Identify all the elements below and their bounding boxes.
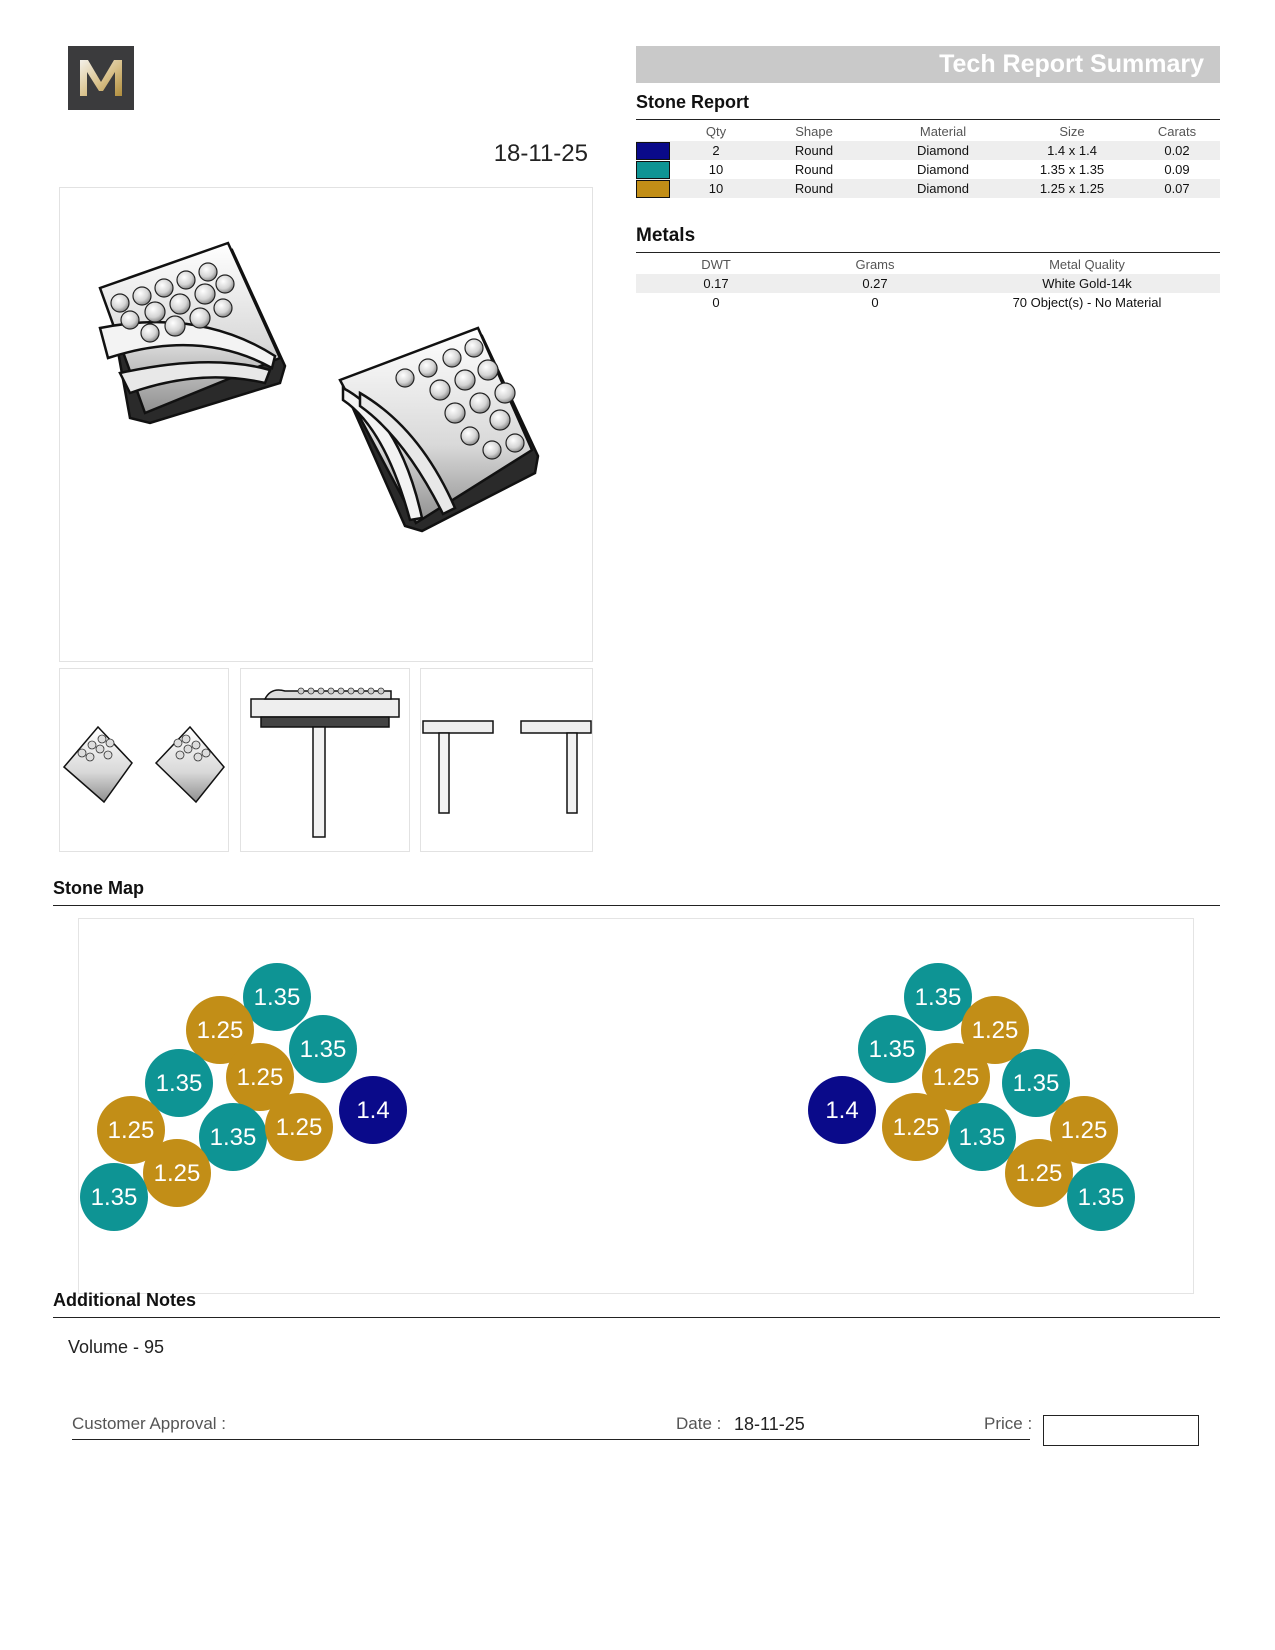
stone-map-stone <box>289 1015 357 1083</box>
earring-pair-illustration <box>60 188 592 661</box>
metal-dwt: 0 <box>712 295 720 310</box>
table-row <box>636 179 1220 198</box>
stone-map-rule <box>53 905 1220 906</box>
stone-size-label: 1.35 <box>299 1036 347 1063</box>
stone-material: Diamond <box>876 141 1010 160</box>
stone-size-label: 1.35 <box>1012 1070 1060 1097</box>
stone-map-stone <box>143 1139 211 1207</box>
stone-map-stone <box>265 1093 333 1161</box>
stone-qty: 10 <box>708 162 724 177</box>
stone-size-label: 1.35 <box>1077 1184 1125 1211</box>
stone-size-label: 1.35 <box>155 1070 203 1097</box>
color-swatch <box>636 161 670 179</box>
stone-size-label: 1.35 <box>253 984 301 1011</box>
thumbnail-front-view <box>59 668 229 852</box>
stone-carats: 0.07 <box>1134 179 1220 198</box>
metal-dwt: 0.17 <box>636 274 796 293</box>
approval-date-value: 18-11-25 <box>734 1414 805 1434</box>
color-swatch <box>636 142 670 160</box>
stone-size-label: 1.25 <box>196 1017 244 1044</box>
stone-size: 1.25 x 1.25 <box>1010 179 1134 198</box>
stone-map-stone <box>199 1103 267 1171</box>
stone-map-panel <box>78 918 1194 1294</box>
stone-carats: 0.09 <box>1164 162 1190 177</box>
tech-report-banner <box>636 46 1220 83</box>
table-row <box>636 274 1220 293</box>
price-label: Price : <box>984 1414 1033 1433</box>
stone-map-title: Stone Map <box>53 878 145 898</box>
stone-map-stone <box>808 1076 876 1144</box>
col-size: Size <box>1059 124 1085 139</box>
stone-size-label: 1.25 <box>971 1017 1019 1044</box>
stone-report-rule <box>636 119 1220 120</box>
thumbnail-profile-view <box>420 668 593 852</box>
table-row <box>636 160 1220 179</box>
stone-size-label: 1.25 <box>236 1064 284 1091</box>
col-material: Material <box>919 124 967 139</box>
metal-quality: 70 Object(s) - No Material <box>1012 295 1162 310</box>
volume-note: Volume - 95 <box>68 1337 165 1357</box>
stone-map-stone <box>948 1103 1016 1171</box>
additional-notes-title: Additional Notes <box>53 1290 196 1310</box>
stone-material: Diamond <box>916 162 970 177</box>
table-row <box>636 141 1220 160</box>
stone-size-label: 1.35 <box>914 984 962 1011</box>
stone-size-label: 1.4 <box>356 1097 390 1124</box>
col-qty: Qty <box>705 124 727 139</box>
banner-title: Tech Report Summary <box>939 50 1204 78</box>
stone-size-label: 1.4 <box>825 1097 859 1124</box>
table-row <box>636 293 1220 312</box>
stone-map-stone <box>1067 1163 1135 1231</box>
approval-signature-line <box>72 1439 1030 1440</box>
metals-table <box>636 255 1220 312</box>
stone-report-title: Stone Report <box>636 92 750 112</box>
col-grams: Grams <box>855 257 895 272</box>
stone-material: Diamond <box>876 179 1010 198</box>
stone-size-label: 1.25 <box>107 1117 155 1144</box>
stone-qty: 2 <box>680 141 752 160</box>
report-date: 18-11-25 <box>493 140 588 167</box>
stone-carats: 0.02 <box>1134 141 1220 160</box>
stone-size-label: 1.25 <box>932 1064 980 1091</box>
stone-size: 1.35 x 1.35 <box>1039 162 1105 177</box>
col-dwt: DWT <box>701 257 731 272</box>
col-metal-quality: Metal Quality <box>1049 257 1125 272</box>
color-swatch <box>636 180 670 198</box>
metal-quality: White Gold-14k <box>954 274 1220 293</box>
metals-title: Metals <box>636 225 696 246</box>
col-shape: Shape <box>795 124 833 139</box>
stone-report-header-row <box>636 122 1220 141</box>
stone-map-stone <box>904 963 972 1031</box>
stone-size-label: 1.35 <box>209 1124 257 1151</box>
stone-size-label: 1.25 <box>1015 1160 1063 1187</box>
thumbnail-side-view <box>240 668 410 852</box>
metal-grams: 0 <box>871 295 879 310</box>
stone-shape: Round <box>752 141 876 160</box>
stone-qty: 10 <box>680 179 752 198</box>
stone-map-stone <box>1005 1139 1073 1207</box>
stone-size-label: 1.25 <box>275 1114 323 1141</box>
stone-size-label: 1.35 <box>958 1124 1006 1151</box>
customer-approval-label: Customer Approval : <box>72 1414 227 1433</box>
stone-shape: Round <box>794 162 834 177</box>
logo-m-icon <box>68 46 134 110</box>
stone-size-label: 1.35 <box>868 1036 916 1063</box>
stone-map-stone <box>80 1163 148 1231</box>
col-carats: Carats <box>1157 124 1197 139</box>
front-view-illustration <box>60 669 228 851</box>
metals-rule <box>636 252 1220 253</box>
profile-view-illustration <box>421 669 592 851</box>
stone-map-diagram <box>79 919 1193 1293</box>
stone-map-stone <box>243 963 311 1031</box>
stone-size-label: 1.35 <box>90 1184 138 1211</box>
additional-notes-rule <box>53 1317 1220 1318</box>
stone-size-label: 1.25 <box>892 1114 940 1141</box>
col-swatch <box>636 122 680 141</box>
metals-header-row <box>636 255 1220 274</box>
stone-size-label: 1.25 <box>1060 1117 1108 1144</box>
company-logo <box>68 46 134 110</box>
date-label: Date : <box>676 1414 722 1433</box>
metal-grams: 0.27 <box>796 274 954 293</box>
price-input-box[interactable] <box>1043 1415 1199 1446</box>
main-render-image <box>59 187 593 662</box>
stone-size: 1.4 x 1.4 <box>1010 141 1134 160</box>
stone-shape: Round <box>752 179 876 198</box>
stone-map-stone <box>882 1093 950 1161</box>
stone-report-table <box>636 122 1220 198</box>
stone-map-stone <box>858 1015 926 1083</box>
side-view-illustration <box>241 669 409 851</box>
stone-size-label: 1.25 <box>153 1160 201 1187</box>
stone-map-stone <box>339 1076 407 1144</box>
